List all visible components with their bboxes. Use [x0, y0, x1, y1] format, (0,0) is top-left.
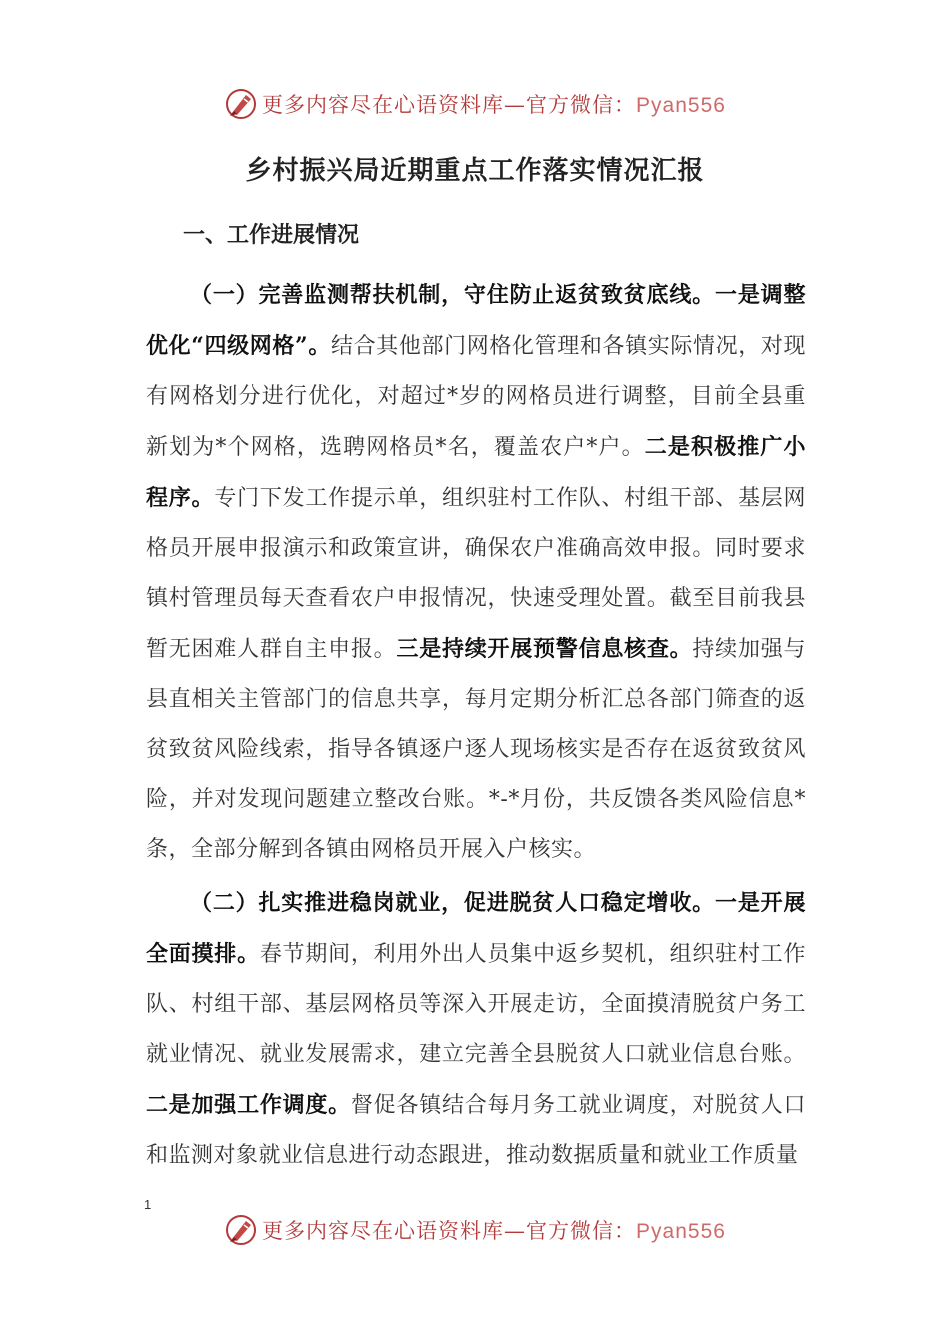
header-watermark-banner [0, 84, 950, 124]
banner-text: 更多内容尽在心语资料库—官方微信：Pyan556 [262, 1219, 726, 1243]
document-title: 乡村振兴局近期重点工作落实情况汇报 [245, 156, 705, 186]
pen-nib-logo-icon [224, 1213, 258, 1247]
paragraph-2: （二）扎实推进稳岗就业，促进脱贫人口稳定增收。一是开展全面摸排。春节期间，利用外出人员集中返乡契机，组织驻村工作队、村组干部、基层网格员等深入开展走访，全面摸清脱贫户务工就业情况、就业发展需求，建立完善全县脱贫人口就业信息台账。二是加强工作调度。督促各镇结合每月务工就业调度，对脱贫人口和监测对象就业信息进行动态跟进，推动数据质量和就业工作质量 [146, 890, 806, 1168]
page-number: 1 [144, 1197, 152, 1212]
section-heading: 一、工作进展情况 [183, 222, 360, 248]
banner-text: 更多内容尽在心语资料库—官方微信：Pyan556 [262, 93, 726, 117]
pen-nib-logo-icon [224, 87, 258, 121]
paragraph-1: （一）完善监测帮扶机制，守住防止返贫致贫底线。一是调整优化“四级网格”。结合其他部门网格化管理和各镇实际情况，对现有网格划分进行优化，对超过*岁的网格员进行调整，目前全县重新划为*个网格，选聘网格员*名，覆盖农户*户。二是积极推广小程序。专门下发工作提示单，组织驻村工作队、村组干部、基层网格员开展申报演示和政策宣讲，确保农户准确高效申报。同时要求镇村管理员每天查看农户申报情况，快速受理处置。截至目前我县暂无困难人群自主申报。三是持续开展预警信息核查。持续加强与县直相关主管部门的信息共享，每月定期分析汇总各部门筛查的返贫致贫风险线索，指导各镇逐户逐人现场核实是否存在返贫致贫风险，并对发现问题建立整改台账。*-*月份，共反馈各类风险信息*条，全部分解到各镇由网格员开展入户核实。 [146, 282, 806, 862]
footer-watermark-banner [0, 1210, 950, 1250]
